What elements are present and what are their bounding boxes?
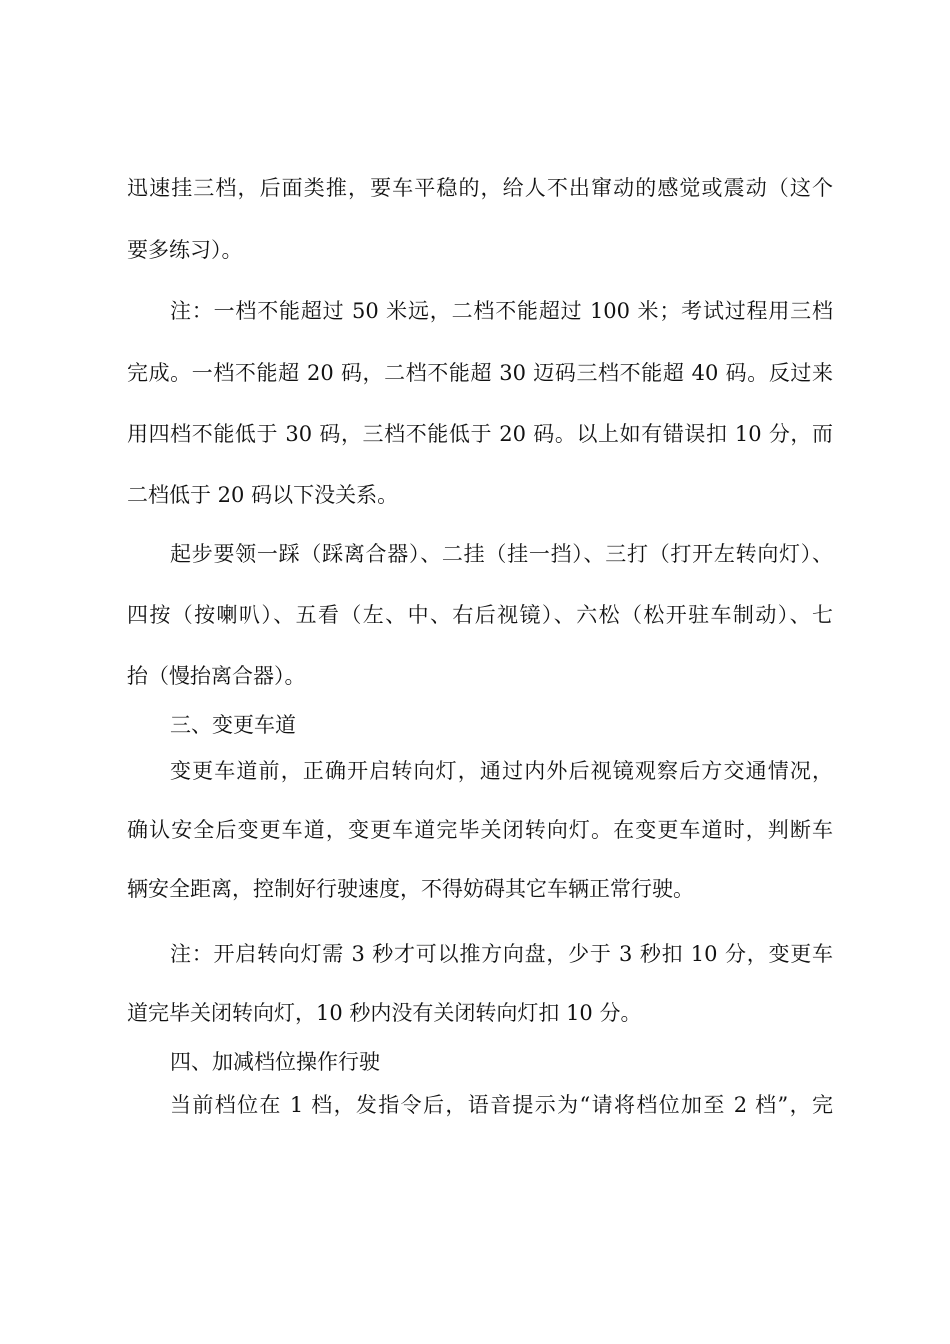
paragraph-line: 抬（慢抬离合器）。 <box>127 664 306 688</box>
paragraph-line: 注：一档不能超过 50 米远，二档不能超过 100 米；考试过程用三档 <box>170 299 833 323</box>
paragraph-line: 起步要领一踩（踩离合器）、二挂（挂一挡）、三打（打开左转向灯）、 <box>170 542 833 566</box>
section-heading: 四、加减档位操作行驶 <box>170 1050 380 1074</box>
paragraph-line: 变更车道前，正确开启转向灯，通过内外后视镜观察后方交通情况， <box>170 759 833 783</box>
paragraph-line: 要多练习）。 <box>127 238 243 262</box>
paragraph-line: 用四档不能低于 30 码，三档不能低于 20 码。以上如有错误扣 10 分，而 <box>127 422 833 446</box>
paragraph-line: 完成。一档不能超 20 码，二档不能超 30 迈码三档不能超 40 码。反过来 <box>127 361 833 385</box>
paragraph-line: 当前档位在 1 档，发指令后，语音提示为“请将档位加至 2 档”，完 <box>170 1093 833 1117</box>
paragraph-line: 辆安全距离，控制好行驶速度，不得妨碍其它车辆正常行驶。 <box>127 877 694 901</box>
paragraph-line: 四按（按喇叭）、五看（左、中、右后视镜）、六松（松开驻车制动）、七 <box>127 603 833 627</box>
paragraph-line: 注：开启转向灯需 3 秒才可以推方向盘，少于 3 秒扣 10 分，变更车 <box>170 942 833 966</box>
paragraph-line: 迅速挂三档，后面类推，要车平稳的，给人不出窜动的感觉或震动（这个 <box>127 176 833 200</box>
paragraph-line: 确认安全后变更车道，变更车道完毕关闭转向灯。在变更车道时，判断车 <box>127 818 833 842</box>
paragraph-line: 道完毕关闭转向灯，10 秒内没有关闭转向灯扣 10 分。 <box>127 1001 642 1025</box>
paragraph-line: 二档低于 20 码以下没关系。 <box>127 483 399 507</box>
section-heading: 三、变更车道 <box>170 713 296 737</box>
